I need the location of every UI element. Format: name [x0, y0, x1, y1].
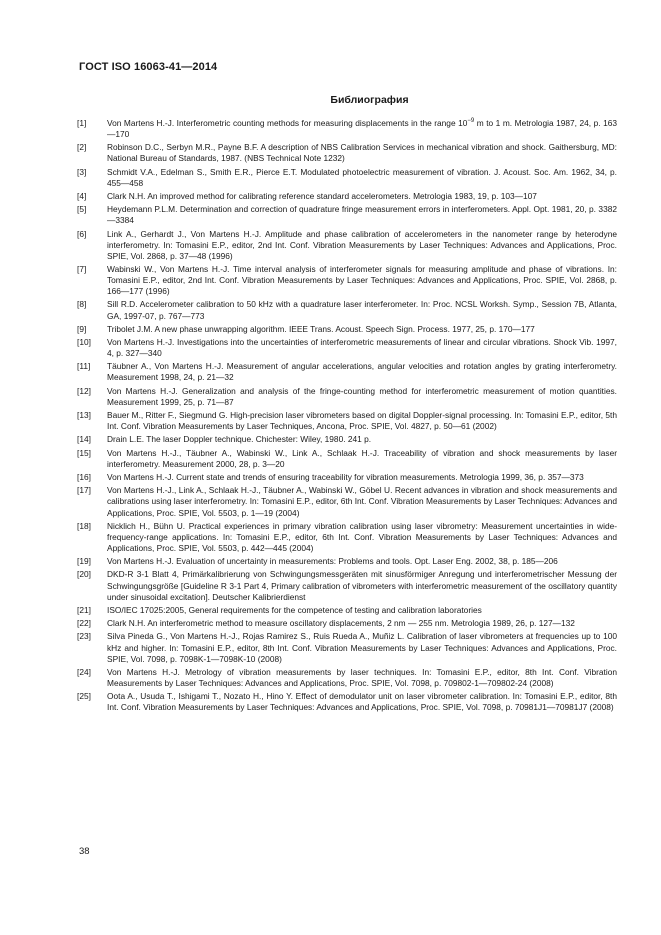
document-header: ГОСТ ISO 16063-41—2014: [79, 61, 218, 73]
entry-number: [13]: [77, 410, 91, 421]
entry-text: Drain L.E. The laser Doppler technique. Chichester: Wiley, 1980. 241 p.: [107, 434, 372, 445]
entry-text: Von Martens H.-J. Metrology of vibration measurements by laser techniques. In: Tomasini E.P., editor, 8th Int. Conf. Vibration Measurements by Laser Techniques: Advances and Applications, Proc. SPIE, Vol. 7098, p. 709802-1—709802-24 (2008): [107, 666, 617, 688]
bibliography-entry: [77, 410, 617, 432]
entry-text: Clark N.H. An interferometric method to measure oscillatory displacements, 2 nm — 255 nm. Metrologia 1989, 26, p. 127—132: [107, 618, 575, 629]
entry-exponent: −9: [467, 118, 475, 125]
entry-text: Bauer M., Ritter F., Siegmund G. High-precision laser vibrometers based on digital Doppler-signal processing. In: Tomasini E.P., editor, 5th Int. Conf. Vibration Measurements by Laser Techniques, Ancona, Proc. SPIE, Vol. 4827, p. 50—61 (2002): [107, 410, 617, 432]
entry-number: [5]: [77, 204, 87, 215]
entry-number: [10]: [77, 337, 91, 348]
bibliography-entry: [77, 631, 617, 664]
entry-text: Wabinski W., Von Martens H.-J. Time interval analysis of interferometer signals for measuring amplitude and phase of vibrations. In: Tomasini E.P., editor, 2nd Int. Conf. Vibration Measurements by Laser Techniques: Advances and Applications, Proc. SPIE, Vol. 2868, p. 166—177 (1996): [107, 264, 617, 297]
entry-text: Tribolet J.M. A new phase unwrapping algorithm. IEEE Trans. Acoust. Speech Sign. Process. 1977, 25, p. 170—177: [107, 323, 535, 334]
entry-text: Von Martens H.-J., Täubner A., Wabinski W., Link A., Schlaak H.-J. Traceability of vibration and shock measurements by laser interferometry. Measurement 2000, 28, p. 3—20: [107, 447, 617, 469]
bibliography-entry: [77, 472, 617, 483]
entry-text: Täubner A., Von Martens H.-J. Measurement of angular accelerations, angular velocities and rotation angles by grating interferometry. Measurement 1998, 24, p. 21—32: [107, 361, 617, 383]
entry-text: Heydemann P.L.M. Determination and correction of quadrature fringe measurement errors in interferometers. Appl. Opt. 1981, 20, p. 3382—3384: [107, 204, 617, 226]
entry-text: Oota A., Usuda T., Ishigami T., Nozato H., Hino Y. Effect of demodulator unit on laser vibrometer calibration. In: Tomasini E.P., editor, 8th Int. Conf. Vibration Measurements by Laser Techniques: Advances and Applications, Proc. SPIE, Vol. 7098, p. 70981J1—70981J7 (2008): [107, 691, 617, 713]
entry-text-part: Von Martens H.-J. Interferometric counting methods for measuring displacements in the range 10: [107, 118, 468, 128]
entry-text: ISO/IEC 17025:2005, General requirements for the competence of testing and calibration laboratories: [107, 604, 482, 615]
section-title: Библиография: [330, 94, 409, 106]
bibliography-entry: [77, 618, 617, 629]
entry-number: [3]: [77, 166, 87, 177]
entry-number: [16]: [77, 472, 91, 483]
entry-number: [20]: [77, 569, 91, 580]
entry-number: [2]: [77, 142, 87, 153]
bibliography-entry: [77, 485, 617, 518]
entry-number: [4]: [77, 191, 87, 202]
entry-number: [23]: [77, 631, 91, 642]
bibliography-entry: [77, 142, 617, 164]
entry-text: Von Martens H.-J. Investigations into the uncertainties of interferometric measurements of linear and circular vibrations. Shock Vib. 1997, 4, p. 327—340: [107, 337, 617, 359]
bibliography-entry: [77, 605, 617, 616]
bibliography-entry: [77, 434, 617, 445]
entry-text: [107, 118, 617, 140]
bibliography-entry: [77, 521, 617, 554]
entry-text: Clark N.H. An improved method for calibrating reference standard accelerometers. Metrologia 1983, 19, p. 103—107: [107, 191, 537, 202]
entry-number: [6]: [77, 228, 87, 239]
bibliography-entry: [77, 264, 617, 297]
entry-text: Silva Pineda G., Von Martens H.-J., Rojas Ramirez S., Ruis Rueda A., Muñiz L. Calibration of laser vibrometers at frequencies up to 100 kHz and higher. In: Tomasini E.P., editor, 8th Int. Conf. Vibration Measurements by Laser Techniques: Advances and Applications, Proc. SPIE, Vol. 7098, p. 7098K-1—7098K-10 (2008): [107, 631, 617, 664]
bibliography-entry: [77, 556, 617, 567]
entry-text: DKD-R 3-1 Blatt 4, Primärkalibrierung von Schwingungsmessgeräten mit sinusförmiger Anregung und interferometrischer Messung der Schwingungsgröße [Guideline R 3-1 Part 4, Primary calibration of vibrometers with interferometric measurement of the oscillatory quantity under sinusoidal excitation]. Deutscher Kalibrierdienst: [107, 569, 617, 602]
entry-number: [1]: [77, 118, 87, 128]
entry-text: Von Martens H.-J. Current state and trends of ensuring traceability for vibration measurements. Metrologia 1999, 36, p. 357—373: [107, 472, 584, 483]
entry-number: [14]: [77, 434, 91, 445]
entry-number: [18]: [77, 520, 91, 531]
entry-number: [12]: [77, 385, 91, 396]
bibliography-entry: [77, 691, 617, 713]
entry-number: [22]: [77, 618, 91, 629]
page-number: 38: [79, 846, 90, 857]
entry-number: [7]: [77, 264, 87, 275]
entry-number: [25]: [77, 691, 91, 702]
entry-number: [21]: [77, 604, 91, 615]
bibliography-entry: [77, 667, 617, 689]
bibliography-entry: [77, 167, 617, 189]
bibliography-entry: [77, 204, 617, 226]
entry-text: Schmidt V.A., Edelman S., Smith E.R., Pierce E.T. Modulated photoelectric measurement of vibration. J. Acoust. Soc. Am. 1962, 34, p. 455—458: [107, 166, 617, 188]
entry-text: Link A., Gerhardt J., Von Martens H.-J. Amplitude and phase calibration of accelerometers in the nanometer range by heterodyne interferometry. In: Tomasini E.P., editor, 2nd Int. Conf. Vibration Measurements by Laser Techniques: Advances and Applications, Proc. SPIE, Vol. 2868, p. 37—48 (1996): [107, 228, 617, 261]
entry-text: Von Martens H.-J. Evaluation of uncertainty in measurements: Problems and tools. Opt. Laser Eng. 2002, 38, p. 185—206: [107, 556, 558, 567]
entry-number: [9]: [77, 323, 87, 334]
entry-text: Von Martens H.-J. Generalization and analysis of the fringe-counting method for interferometric measurement of motion quantities. Measurement 1999, 25, p. 71—87: [107, 385, 617, 407]
entry-number: [11]: [77, 361, 91, 372]
entry-number: [15]: [77, 447, 91, 458]
bibliography-entry: [77, 361, 617, 383]
bibliography-entry: [77, 118, 617, 140]
entry-number: [24]: [77, 666, 91, 677]
entry-number: [19]: [77, 556, 91, 567]
entry-text: Sill R.D. Accelerometer calibration to 50 kHz with a quadrature laser interferometer. In: Proc. NCSL Worksh. Symp., Session 7B, Atlanta, GA, 1997-07, p. 767—773: [107, 299, 617, 321]
entry-text: Robinson D.C., Serbyn M.R., Payne B.F. A description of NBS Calibration Services in mechanical vibration and shock. Gaithersburg, MD: National Bureau of Standards, 1987. (NBS Technical Note 1232): [107, 142, 617, 164]
bibliography-entry: [77, 191, 617, 202]
bibliography-entry: [77, 299, 617, 321]
entry-number: [17]: [77, 485, 91, 496]
bibliography-entry: [77, 386, 617, 408]
entry-number: [8]: [77, 299, 87, 310]
bibliography-entry: [77, 337, 617, 359]
bibliography-entry: [77, 569, 617, 602]
entry-text-part: m to 1 m. Metrologia 1987, 24, p. 163—170: [107, 118, 617, 140]
entry-text: Von Martens H.-J., Link A., Schlaak H.-J., Täubner A., Wabinski W., Göbel U. Recent advances in vibration and shock measurements and calibrations using laser interferometry. In: Tomasini E.P., editor, 6th Int. Conf. Vibration Measurements by Laser Techniques: Advances and Applications, Proc. SPIE, Vol. 5503, p. 1—19 (2004): [107, 485, 617, 518]
bibliography-entry: [77, 448, 617, 470]
bibliography-entry: [77, 229, 617, 262]
bibliography-list: [77, 118, 617, 716]
entry-text: Nicklich H., Bühn U. Practical experiences in primary vibration calibration using laser vibrometry: Measurement uncertainties in wide-frequency-range applications. In: Tomasini E.P., editor, 6th Int. Conf. Vibration Measurements by Laser Techniques: Advances and Applications, Proc. SPIE, Vol. 5503, p. 442—445 (2004): [107, 520, 617, 553]
bibliography-entry: [77, 324, 617, 335]
